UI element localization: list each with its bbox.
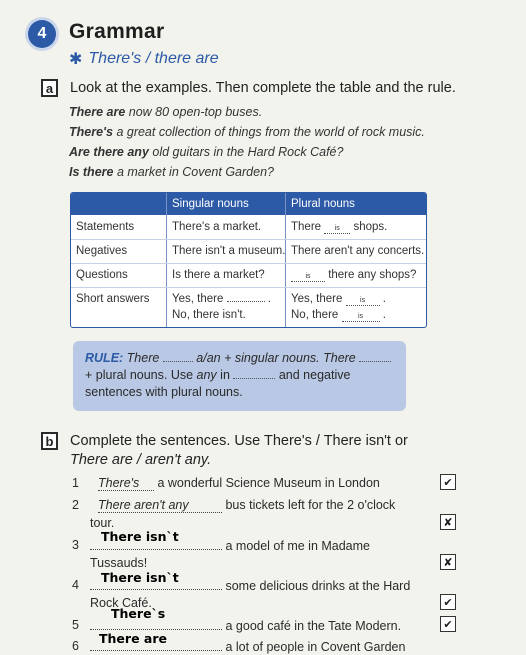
empty-blank bbox=[359, 352, 391, 362]
filled-answer: is bbox=[324, 225, 350, 234]
row-label: Statements bbox=[76, 221, 135, 233]
cross-box: ✘ bbox=[440, 554, 456, 570]
rule-line: sentences with plural nouns. bbox=[85, 385, 243, 399]
item-number: 2 bbox=[72, 498, 79, 512]
filled-answer: is bbox=[342, 313, 380, 322]
example-bold: Are there any bbox=[69, 145, 149, 159]
exercise-item bbox=[90, 639, 405, 654]
empty-blank bbox=[163, 352, 193, 362]
handwritten-answer: There are bbox=[99, 631, 167, 646]
checkmark-box: ✔ bbox=[440, 474, 456, 490]
example-line bbox=[69, 145, 343, 159]
rule-line bbox=[85, 367, 394, 384]
item-number: 5 bbox=[72, 618, 79, 632]
row-divider bbox=[71, 263, 426, 264]
item-text: bus tickets left for the 2 o'clock bbox=[225, 498, 396, 512]
cell-text: No, there bbox=[291, 309, 339, 321]
handwritten-answer: There`s bbox=[111, 606, 166, 621]
cross-box: ✘ bbox=[440, 514, 456, 530]
grammar-table bbox=[70, 192, 427, 328]
subtitle-text: There's / there are bbox=[88, 50, 219, 67]
rule-text: any bbox=[196, 368, 217, 382]
example-line bbox=[69, 165, 274, 179]
item-continuation: Tussauds! bbox=[90, 556, 148, 570]
cell-plural: There aren't any concerts. bbox=[291, 245, 425, 257]
rule-text: + plural nouns. Use bbox=[85, 368, 197, 382]
rule-text: There bbox=[123, 351, 163, 365]
section-number-badge bbox=[28, 20, 56, 48]
cell-text: There bbox=[291, 221, 325, 233]
answer-text: There's bbox=[98, 476, 154, 491]
cell-text: there any shops? bbox=[325, 269, 417, 281]
cell-singular: There's a market. bbox=[172, 221, 262, 233]
answer-line bbox=[90, 639, 222, 651]
part-b-instruction bbox=[41, 432, 408, 470]
cell-text: Yes, there bbox=[291, 293, 343, 305]
item-text: a lot of people in Covent Garden bbox=[225, 640, 406, 654]
example-rest: a great collection of things from the world of rock music. bbox=[112, 125, 425, 139]
row-divider bbox=[71, 287, 426, 288]
item-continuation: tour. bbox=[90, 516, 115, 530]
handwritten-answer: There isn`t bbox=[101, 529, 179, 544]
instruction-line: There are / aren't any. bbox=[70, 452, 212, 468]
answer-line bbox=[90, 618, 222, 630]
section-subtitle bbox=[69, 49, 219, 69]
item-number: 4 bbox=[72, 578, 79, 592]
empty-blank bbox=[227, 292, 265, 302]
item-text: a model of me in Madame bbox=[225, 539, 370, 553]
part-b-instruction-text bbox=[70, 432, 408, 470]
exercise-item bbox=[90, 578, 410, 593]
row-divider bbox=[71, 239, 426, 240]
example-rest: a market in Covent Garden? bbox=[113, 165, 274, 179]
example-line bbox=[69, 125, 425, 139]
empty-blank bbox=[233, 369, 275, 379]
exercise-item bbox=[90, 538, 370, 553]
cell-singular: Yes, there . bbox=[172, 293, 271, 305]
cell-plural bbox=[286, 268, 416, 283]
item-number: 3 bbox=[72, 538, 79, 552]
item-text: a wonderful Science Museum in London bbox=[157, 476, 380, 490]
rule-label: RULE: bbox=[85, 351, 124, 365]
example-rest: old guitars in the Hard Rock Café? bbox=[148, 145, 344, 159]
header-plural: Plural nouns bbox=[291, 198, 355, 210]
answer-line bbox=[90, 578, 222, 590]
cell-text: shops. bbox=[350, 221, 388, 233]
cell-singular: Is there a market? bbox=[172, 269, 265, 281]
cell-plural: No, there is . bbox=[291, 309, 386, 321]
rule-box bbox=[73, 341, 406, 411]
checkmark-box: ✔ bbox=[440, 594, 456, 610]
example-bold: Is there bbox=[69, 165, 114, 179]
rule-text: and negative bbox=[275, 368, 351, 382]
cell-singular: No, there isn't. bbox=[172, 309, 246, 321]
item-number: 1 bbox=[72, 476, 79, 490]
exercise-item bbox=[98, 498, 395, 513]
answer-text: There aren't any bbox=[98, 498, 222, 513]
section-title: Grammar bbox=[69, 20, 165, 43]
part-b-letter: b bbox=[41, 432, 58, 450]
cell-singular: There isn't a museum. bbox=[172, 245, 286, 257]
checkmark-box: ✔ bbox=[440, 616, 456, 632]
filled-answer: is bbox=[346, 297, 380, 306]
item-continuation: Rock Café. bbox=[90, 596, 152, 610]
part-a-instruction bbox=[41, 79, 456, 98]
rule-text: a/an + singular nouns. There bbox=[192, 351, 360, 365]
part-a-instruction-text: Look at the examples. Then complete the table and the rule. bbox=[70, 80, 456, 96]
cell-plural: Yes, there is . bbox=[291, 293, 386, 305]
row-label: Questions bbox=[76, 269, 128, 281]
handwritten-answer: There isn`t bbox=[101, 570, 179, 585]
rule-text: in bbox=[216, 368, 234, 382]
row-label: Short answers bbox=[76, 293, 150, 305]
answer-line bbox=[90, 538, 222, 550]
cell-plural bbox=[286, 220, 387, 235]
instruction-line: Complete the sentences. Use There's / There isn't or bbox=[70, 433, 408, 449]
cell-text: Yes, there bbox=[172, 293, 224, 305]
asterisk-icon: ✱ bbox=[69, 51, 83, 68]
rule-line bbox=[85, 350, 394, 367]
table-header-row bbox=[71, 193, 426, 215]
section-number: 4 bbox=[37, 25, 47, 42]
example-bold: There's bbox=[69, 125, 113, 139]
example-rest: now 80 open-top buses. bbox=[125, 105, 263, 119]
header-singular: Singular nouns bbox=[172, 198, 249, 210]
item-text: a good café in the Tate Modern. bbox=[225, 619, 402, 633]
exercise-item bbox=[98, 476, 380, 491]
item-number: 6 bbox=[72, 639, 79, 653]
filled-answer: is bbox=[291, 273, 325, 282]
row-label: Negatives bbox=[76, 245, 128, 257]
example-bold: There are bbox=[69, 105, 126, 119]
item-text: some delicious drinks at the Hard bbox=[225, 579, 411, 593]
part-a-letter: a bbox=[41, 79, 58, 97]
example-line bbox=[69, 105, 262, 119]
